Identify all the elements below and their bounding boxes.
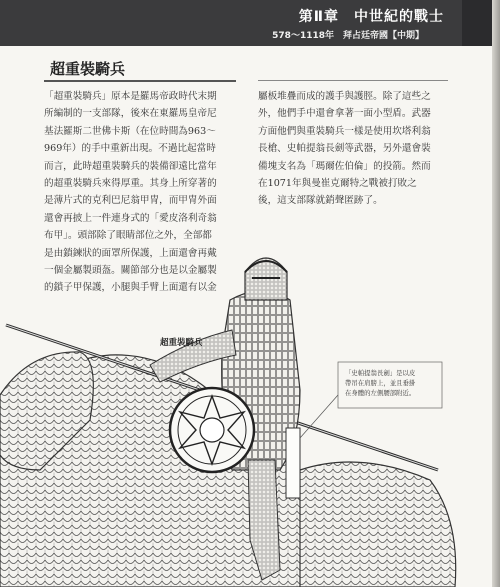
callout-line: 「史帕提翁長劍」是以皮 xyxy=(345,369,416,377)
body-line: 所編制的一支部隊，後來在東羅馬皇帝尼 xyxy=(44,108,217,120)
body-line: 「超重裝騎兵」原本是羅馬帝政時代末期 xyxy=(44,91,217,102)
body-line: 的超重裝騎兵來得厚重。其身上所穿著的 xyxy=(44,178,217,190)
article-title: 超重裝騎兵 xyxy=(50,60,126,78)
chapter-title: 第Ⅱ章 中世紀的戰士 xyxy=(298,9,444,25)
page-edge xyxy=(492,0,500,587)
body-line: 方面他們與重裝騎兵一樣是使用坎塔利翁 xyxy=(258,125,431,137)
body-line: 969年）的手中重新出現。不過比起當時 xyxy=(44,143,216,155)
body-line: 一個金屬製頭盔。關節部分也是以金屬製 xyxy=(44,265,217,277)
cataphract-illustration xyxy=(0,240,462,587)
body-line: 屬板堆疊而成的護手與護脛。除了這些之 xyxy=(258,91,431,102)
body-line: 是薄片式的克利巴尼翁甲冑，而甲冑外面 xyxy=(44,195,217,207)
header-tab xyxy=(462,0,492,46)
title-rule xyxy=(44,80,236,82)
body-line: 是由鎖鍊狀的面罩所保護，上面還會再戴 xyxy=(44,247,217,259)
column-rule xyxy=(258,80,448,81)
body-line: 布甲」。頭部除了眼睛部位之外，全部都 xyxy=(44,230,212,242)
illustration-caption: 超重裝騎兵 xyxy=(160,338,203,348)
chapter-subtitle: 578～1118年 拜占廷帝國【中期】 xyxy=(272,31,424,41)
callout-line: 帶吊在肩膀上，並且垂掛 xyxy=(345,379,416,387)
callout-text xyxy=(345,368,445,398)
callout-line: 在身體的左側腰部附近。 xyxy=(345,389,416,397)
article-body-right xyxy=(258,88,450,210)
horse-hindquarter xyxy=(300,462,456,587)
body-line: 長槍、史帕提翁長劍等武器，另外還會裝 xyxy=(258,143,431,155)
body-line: 備塊支名為「瑪爾佐伯倫」的投箭。然而 xyxy=(258,160,431,172)
body-line: 而言，此時超重裝騎兵的裝備卻遠比當年 xyxy=(44,160,217,172)
body-line: 外，他們手中還會拿著一面小型盾。武器 xyxy=(258,108,431,120)
body-line: 還會再披上一件連身式的「愛皮洛利奇翁 xyxy=(44,212,217,224)
shield xyxy=(170,388,254,472)
body-line: 在1071年與曼崔克爾特之戰被打敗之 xyxy=(258,178,417,190)
sword-scabbard xyxy=(286,428,300,498)
chapter-header-band xyxy=(0,0,462,46)
body-line: 的鎖子甲保護，小腿與手臂上面還有以金 xyxy=(44,282,217,294)
body-line: 後，這支部隊就銷聲匿跡了。 xyxy=(258,195,383,207)
body-line: 基法羅斯二世佛卡斯（在位時間為963～ xyxy=(44,125,216,137)
